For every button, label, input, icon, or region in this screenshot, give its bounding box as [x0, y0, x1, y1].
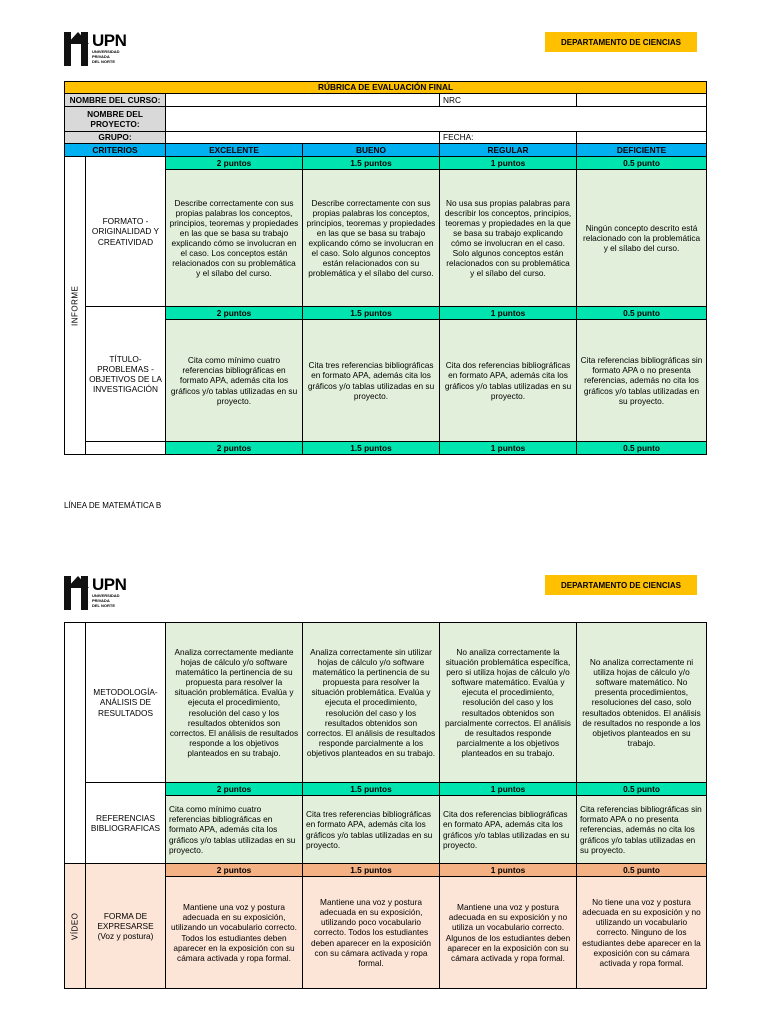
- points-cell: 1.5 puntos: [303, 442, 440, 455]
- upn-logo: [64, 30, 126, 66]
- points-cell: 0.5 punto: [577, 442, 707, 455]
- descriptor-cell: Cita como mínimo cuatro referencias bibliográficas en formato APA, además cita los gráficos y/o tablas utilizadas en su proyecto.: [166, 320, 303, 442]
- descriptor-cell: Mantiene una voz y postura adecuada en su exposición, utilizando poco vocabulario correcto. Todos los estudiantes deben aparecer en la exposición con su cámara activada y ropa formal.: [303, 877, 440, 989]
- logo-name: UPN: [92, 575, 127, 594]
- descriptor-cell: Analiza correctamente mediante hojas de cálculo y/o software matemático la pertinencia de su propuesta para resolver la situación problemática. Evalúa y ejecuta el procedimiento, resolución del caso y los resultados obtenidos son correctos. El análisis de resultados responde a los objetivos planteados en su trabajo.: [166, 623, 303, 783]
- descriptor-cell: Describe correctamente con sus propias palabras los conceptos, principios, teoremas y propiedades en las que se basa su trabajo explicando cómo se involucran en el caso. Solo algunos conceptos están relacionados con su problemática y el sílabo del curso.: [303, 170, 440, 307]
- points-cell: 1 puntos: [440, 307, 577, 320]
- points-cell: 1.5 puntos: [303, 307, 440, 320]
- points-cell: 0.5 punto: [577, 864, 707, 877]
- group-label: GRUPO:: [65, 132, 166, 144]
- criterion-titulo: TÍTULO- PROBLEMAS - OBJETIVOS DE LA INVESTIGACIÓN: [86, 307, 166, 442]
- criterion-formato: FORMATO - ORIGINALIDAD Y CREATIVIDAD: [86, 157, 166, 307]
- descriptor-cell: No analiza correctamente la situación problemática específica, pero si utiliza hojas de cálculo y/o software matemático. Evalúa y ejecuta el procedimiento, resolución del caso y los resultados obtenidos son parcialmente correctos. El análisis de resultados responde parcialmente a los objetivos planteados en su trabajo.: [440, 623, 577, 783]
- descriptor-cell: Cita tres referencias bibliográficas en formato APA, además cita los gráficos y/o tablas utilizadas en su proyecto.: [303, 796, 440, 864]
- logo-line: UNIVERSIDAD: [92, 49, 120, 54]
- points-cell: 1 puntos: [440, 442, 577, 455]
- points-cell: 2 puntos: [166, 864, 303, 877]
- logo-line: PRIVADA: [92, 598, 110, 603]
- group-field[interactable]: [166, 132, 440, 144]
- department-badge: DEPARTAMENTO DE CIENCIAS: [545, 575, 697, 595]
- rubric-table-page2: [64, 622, 707, 989]
- points-cell: 2 puntos: [166, 442, 303, 455]
- logo-line: DEL NORTE: [92, 603, 116, 608]
- excellent-header: EXCELENTE: [166, 144, 303, 157]
- descriptor-cell: Cita como mínimo cuatro referencias bibliográficas en formato APA, además cita los gráficos y/o tablas utilizadas en su proyecto.: [166, 796, 303, 864]
- points-cell: 2 puntos: [166, 783, 303, 796]
- date-label: FECHA:: [440, 132, 577, 144]
- project-label: NOMBRE DEL PROYECTO:: [65, 107, 166, 132]
- deficient-header: DEFICIENTE: [577, 144, 707, 157]
- footer-line: LÍNEA DE MATEMÁTICA B: [64, 501, 162, 510]
- descriptor-cell: Describe correctamente con sus propias palabras los conceptos, principios, teoremas y propiedades en las que se basa su trabajo explicando cómo se involucran en el caso. Los conceptos están relacionados con su problemática y el sílabo del curso.: [166, 170, 303, 307]
- points-cell: 2 puntos: [166, 157, 303, 170]
- rubric-title: RÚBRICA DE EVALUACIÓN FINAL: [65, 82, 707, 94]
- criterion-empty: [86, 442, 166, 455]
- descriptor-cell: No tiene una voz y postura adecuada en su exposición y no utilizando un vocabulario correcto. Ninguno de los estudiantes debe aparecer en la exposición con su cámara activada y ropa formal.: [577, 877, 707, 989]
- descriptor-cell: Cita tres referencias bibliográficas en formato APA, además cita los gráficos y/o tablas utilizadas en su proyecto.: [303, 320, 440, 442]
- upn-logo-mark: [64, 574, 88, 610]
- course-label: NOMBRE DEL CURSO:: [65, 94, 166, 107]
- nrc-label: NRC: [440, 94, 577, 107]
- descriptor-cell: Cita dos referencias bibliográficas en formato APA, además cita los gráficos y/o tablas utilizadas en su proyecto.: [440, 796, 577, 864]
- points-cell: 1.5 puntos: [303, 157, 440, 170]
- logo-line: PRIVADA: [92, 54, 110, 59]
- logo-line: DEL NORTE: [92, 59, 116, 64]
- course-field[interactable]: [166, 94, 440, 107]
- points-cell: 0.5 punto: [577, 307, 707, 320]
- descriptor-cell: Analiza correctamente sin utilizar hojas de cálculo y/o software matemático la pertinencia de su propuesta para resolver la situación problemática. Evalúa y ejecuta el procedimiento, resolución del caso y los resultados obtenidos son correctos. El análisis de resultados responde parcialmente a los objetivos planteados en su trabajo.: [303, 623, 440, 783]
- criterion-metodologia: METODOLOGÍA- ANÁLISIS DE RESULTADOS: [86, 623, 166, 783]
- date-field[interactable]: [577, 132, 707, 144]
- project-field[interactable]: [166, 107, 707, 132]
- points-cell: 1.5 puntos: [303, 783, 440, 796]
- descriptor-cell: Ningún concepto descrito está relacionado con la problemática y el sílabo del curso.: [577, 170, 707, 307]
- points-cell: 1.5 puntos: [303, 864, 440, 877]
- descriptor-cell: No usa sus propias palabras para describir los conceptos, principios, teoremas y propiedades en la que se basa su trabajo explicando cómo se involucran en el caso. Solo algunos conceptos están relacionados con su problemática y el sílabo del curso.: [440, 170, 577, 307]
- descriptor-cell: Cita dos referencias bibliográficas en formato APA, además cita los gráficos y/o tablas utilizadas en su proyecto.: [440, 320, 577, 442]
- descriptor-cell: No analiza correctamente ni utiliza hojas de cálculo y/o software matemático. No presenta procedimientos, resoluciones del caso, solo resultados obtenidos. El análisis de resultados no responde a los objetivos planteados en su trabajo.: [577, 623, 707, 783]
- points-cell: 1 puntos: [440, 157, 577, 170]
- points-cell: 1 puntos: [440, 783, 577, 796]
- points-cell: 2 puntos: [166, 307, 303, 320]
- regular-header: REGULAR: [440, 144, 577, 157]
- upn-logo: [64, 574, 126, 610]
- points-cell: 1 puntos: [440, 864, 577, 877]
- criteria-header: CRITERIOS: [65, 144, 166, 157]
- upn-logo-mark: [64, 30, 88, 66]
- rubric-table-page1: [64, 81, 707, 455]
- criterion-referencias: REFERENCIAS BIBLIOGRAFICAS: [86, 783, 166, 864]
- logo-name: UPN: [92, 31, 127, 50]
- descriptor-cell: Mantiene una voz y postura adecuada en su exposición y no utiliza un vocabulario correcto. Algunos de los estudiantes deben aparecer en la exposición con su cámara activada y ropa formal.: [440, 877, 577, 989]
- descriptor-cell: Mantiene una voz y postura adecuada en su exposición, utilizando un vocabulario correcto. Todos los estudiantes deben aparecer en la exposición con su cámara activada y ropa formal.: [166, 877, 303, 989]
- descriptor-cell: Cita referencias bibliográficas sin formato APA o no presenta referencias, además no cita los gráficos y/o tablas utilizadas en su proyecto.: [577, 320, 707, 442]
- logo-line: UNIVERSIDAD: [92, 593, 120, 598]
- points-cell: 0.5 punto: [577, 783, 707, 796]
- department-badge: DEPARTAMENTO DE CIENCIAS: [545, 32, 697, 52]
- good-header: BUENO: [303, 144, 440, 157]
- descriptor-cell: Cita referencias bibliográficas sin formato APA o no presenta referencias, además no cita los gráficos y/o tablas utilizadas en su proyecto.: [577, 796, 707, 864]
- criterion-forma: FORMA DE EXPRESARSE (Voz y postura): [86, 864, 166, 989]
- section-informe: INFORME: [65, 157, 86, 455]
- points-cell: 0.5 punto: [577, 157, 707, 170]
- section-video: VÍDEO: [65, 864, 86, 989]
- nrc-field[interactable]: [577, 94, 707, 107]
- section-informe-cont: [65, 623, 86, 864]
